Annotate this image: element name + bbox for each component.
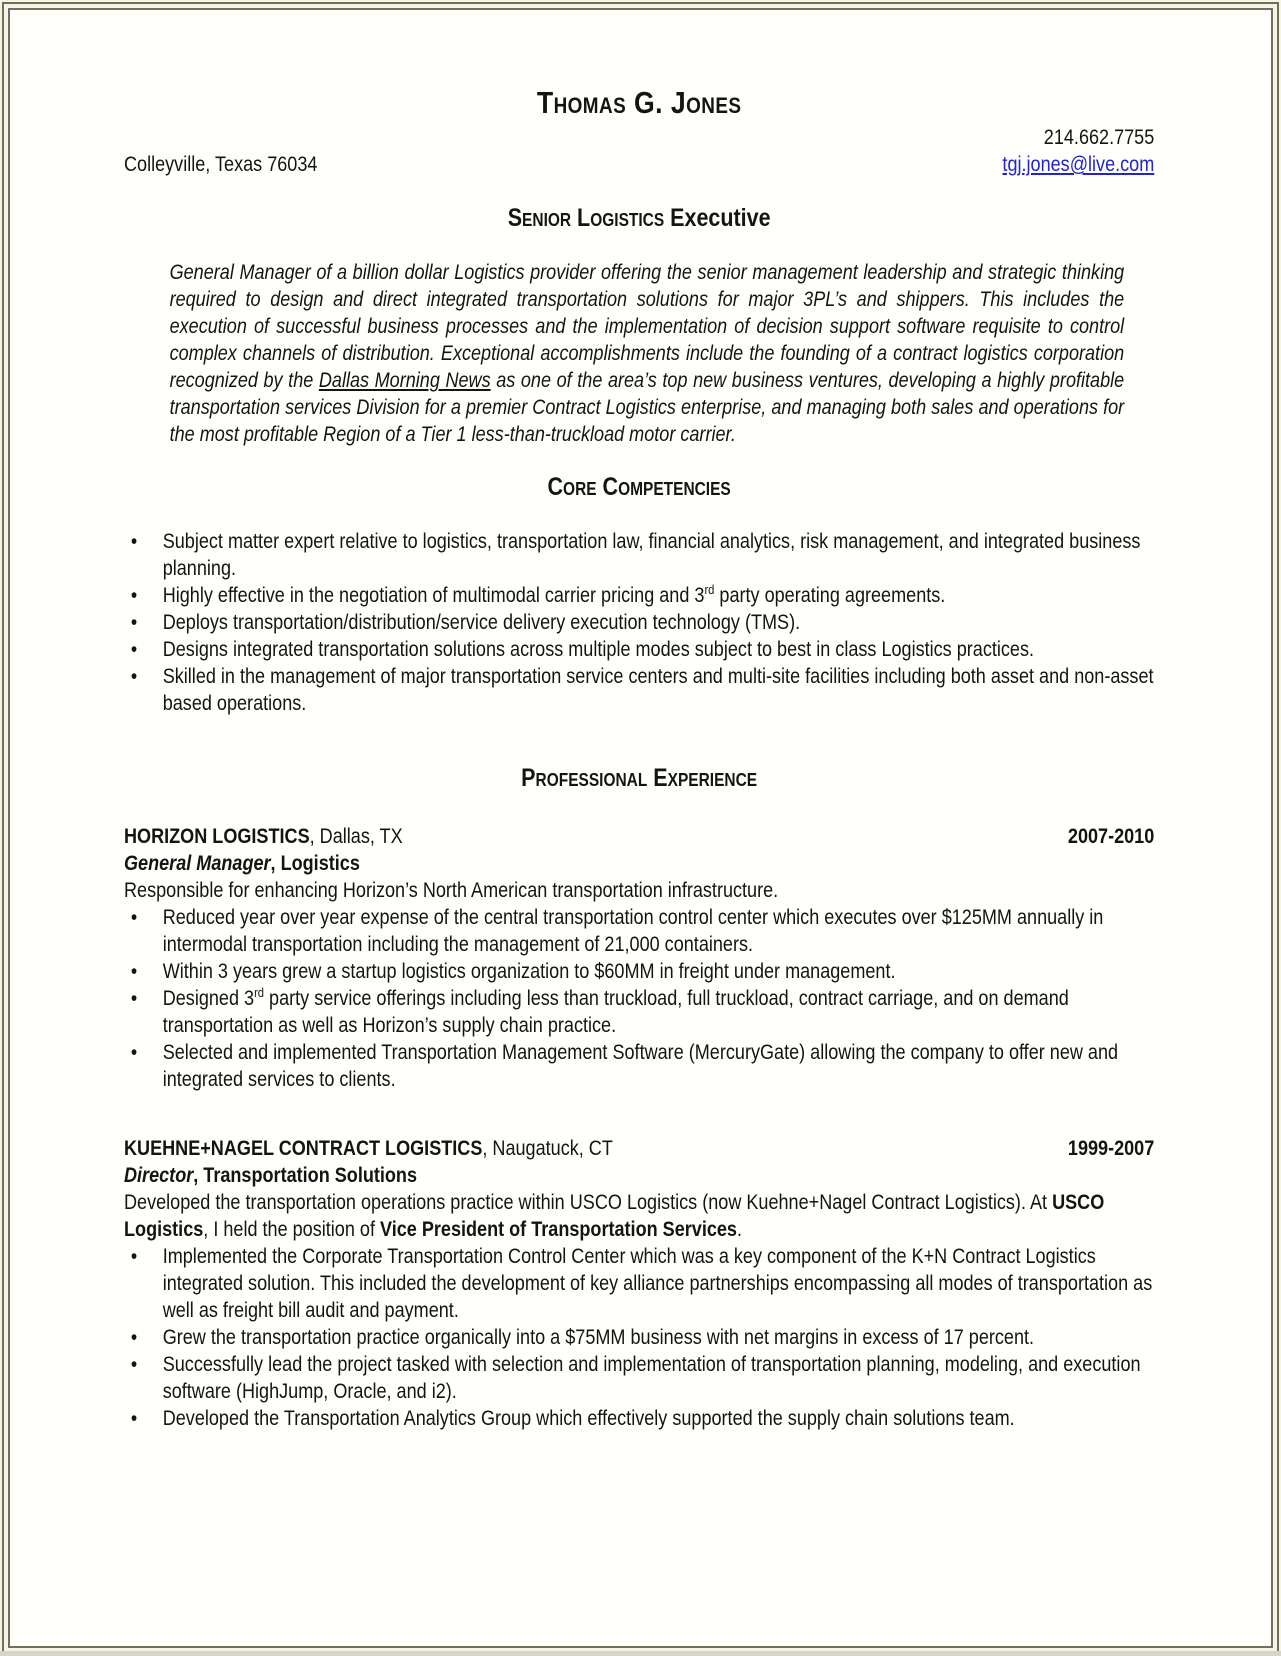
list-item bbox=[124, 609, 1154, 636]
list-item-text: Developed the Transportation Analytics Group which effectively supported the supply chain solutions team. bbox=[162, 1407, 1015, 1430]
list-item-text: Successfully lead the project tasked with selection and implementation of transportation planning, modeling, and execution software (HighJump, Oracle, and i2). bbox=[162, 1353, 1141, 1403]
phone-number: 214.662.7755 bbox=[1043, 126, 1155, 149]
bullet-icon: • bbox=[130, 611, 138, 634]
list-item bbox=[124, 1324, 1154, 1351]
job-dates: 2007-2010 bbox=[1067, 825, 1155, 848]
email-link[interactable]: tgj.jones@live.com bbox=[1002, 153, 1155, 176]
list-item-text: Deploys transportation/distribution/service delivery execution technology (TMS). bbox=[162, 611, 801, 634]
company-name: HORIZON LOGISTICS bbox=[124, 825, 310, 848]
list-item bbox=[124, 663, 1154, 717]
company-location: , Dallas, TX bbox=[309, 825, 403, 848]
job-title-rest: Executive bbox=[664, 204, 771, 232]
job-entry-kuehne-nagel bbox=[124, 1135, 1154, 1432]
summary-paragraph bbox=[124, 259, 1154, 448]
bullet-icon: • bbox=[130, 584, 138, 607]
bullet-icon: • bbox=[130, 1353, 138, 1376]
company-line bbox=[124, 823, 403, 850]
job-title-heading bbox=[124, 203, 1154, 233]
scan-edge-shadow bbox=[0, 1651, 1281, 1656]
role-emphasis: General Manager bbox=[124, 852, 271, 875]
list-item bbox=[124, 528, 1154, 582]
section-heading-professional-experience: Professional Experience bbox=[521, 764, 758, 792]
summary-text-before: General Manager of a billion dollar Logistics provider offering the senior management leadership and strategic thinking required to design and direct integrated transportation solutions for major 3PL’s and shippers. This includes the execution of successful business processes and the implementation of decision support software requisite to control complex channels of distribution. Exceptional accomplishments include the founding of a contract logistics corporation recognized by the bbox=[169, 261, 1125, 392]
list-item-text: Designs integrated transportation solutions across multiple modes subject to best in class Logistics practices. bbox=[162, 638, 1035, 661]
list-item bbox=[124, 904, 1154, 958]
job-title-smallcaps: Senior Logistics bbox=[507, 204, 665, 232]
bullet-icon: • bbox=[130, 1245, 138, 1268]
list-item-text: Implemented the Corporate Transportation Control Center which was a key component of the K+N Contract Logistics integrated solution. This included the development of key alliance partnerships encompassing all modes of transportation as well as freight bill audit and payment. bbox=[162, 1245, 1153, 1322]
bullet-icon: • bbox=[130, 1326, 138, 1349]
role-rest: , Logistics bbox=[270, 852, 360, 875]
role-title bbox=[124, 850, 1154, 877]
resume-page bbox=[124, 0, 1154, 1432]
bullet-icon: • bbox=[130, 987, 138, 1010]
list-item-text: Selected and implemented Transportation Management Software (MercuryGate) allowing the company to offer new and integrated services to clients. bbox=[162, 1041, 1119, 1091]
bullet-icon: • bbox=[130, 906, 138, 929]
bullet-icon: • bbox=[130, 1407, 138, 1430]
job-intro: Developed the transportation operations practice within USCO Logistics (now Kuehne+Nagel Contract Logistics). At USCO Logistics, I held the position of Vice President of Transportation Services. bbox=[124, 1191, 1105, 1241]
bullet-icon: • bbox=[130, 638, 138, 661]
list-item bbox=[124, 985, 1154, 1039]
list-item bbox=[124, 1351, 1154, 1405]
bullet-icon: • bbox=[130, 1041, 138, 1064]
usco-logistics-bold: USCO Logistics bbox=[124, 1191, 1105, 1241]
job-achievements-list bbox=[124, 1243, 1154, 1432]
list-item-text: Designed 3rd party service offerings including less than truckload, full truckload, contract carriage, and on demand transportation as well as Horizon’s supply chain practice. bbox=[162, 985, 1069, 1037]
list-item bbox=[124, 1039, 1154, 1093]
list-item bbox=[124, 1405, 1154, 1432]
core-competencies-list bbox=[124, 528, 1154, 717]
job-header bbox=[124, 823, 1154, 850]
superscript-ordinal: rd bbox=[254, 985, 265, 1000]
summary-text-after: as one of the area’s top new business ventures, developing a highly profitable transportation services Division for a premier Contract Logistics enterprise, and managing both sales and operations for the most profitable Region of a Tier 1 less-than-truckload motor carrier. bbox=[169, 369, 1125, 446]
role-title bbox=[124, 1162, 1154, 1189]
list-item bbox=[124, 958, 1154, 985]
contact-row bbox=[124, 151, 1154, 178]
list-item bbox=[124, 582, 1154, 609]
job-entry-horizon bbox=[124, 823, 1154, 1093]
job-header bbox=[124, 1135, 1154, 1162]
bullet-icon: • bbox=[130, 530, 138, 553]
company-location: , Naugatuck, CT bbox=[482, 1137, 613, 1160]
bullet-icon: • bbox=[130, 960, 138, 983]
job-intro: Responsible for enhancing Horizon’s North American transportation infrastructure. bbox=[124, 879, 779, 902]
section-heading-core-competencies: Core Competencies bbox=[547, 473, 731, 501]
list-item-text: Highly effective in the negotiation of multimodal carrier pricing and 3rd party operating agreements. bbox=[162, 582, 946, 607]
company-line bbox=[124, 1135, 613, 1162]
location-text: Colleyville, Texas 76034 bbox=[124, 153, 318, 176]
role-rest: , Transportation Solutions bbox=[193, 1164, 418, 1187]
list-item bbox=[124, 1243, 1154, 1324]
list-item-text: Grew the transportation practice organically into a $75MM business with net margins in excess of 17 percent. bbox=[162, 1326, 1035, 1349]
job-achievements-list bbox=[124, 904, 1154, 1093]
page-title: Thomas G. Jones bbox=[536, 85, 742, 120]
list-item-text: Reduced year over year expense of the central transportation control center which executes over $125MM annually in intermodal transportation including the management of 21,000 containers. bbox=[162, 906, 1104, 956]
dallas-morning-news-underlined: Dallas Morning News bbox=[318, 369, 491, 392]
company-name: KUEHNE+NAGEL CONTRACT LOGISTICS bbox=[124, 1137, 483, 1160]
bullet-icon: • bbox=[130, 665, 138, 688]
vp-title-bold: Vice President of Transportation Services bbox=[379, 1218, 737, 1241]
list-item-text: Skilled in the management of major transportation service centers and multi-site facilities including both asset and non-asset based operations. bbox=[162, 665, 1154, 715]
superscript-ordinal: rd bbox=[704, 582, 715, 597]
role-emphasis: Director bbox=[124, 1164, 194, 1187]
list-item-text: Within 3 years grew a startup logistics organization to $60MM in freight under management. bbox=[162, 960, 896, 983]
job-dates: 1999-2007 bbox=[1067, 1137, 1155, 1160]
list-item bbox=[124, 636, 1154, 663]
list-item-text: Subject matter expert relative to logistics, transportation law, financial analytics, risk management, and integrated business planning. bbox=[162, 530, 1141, 580]
